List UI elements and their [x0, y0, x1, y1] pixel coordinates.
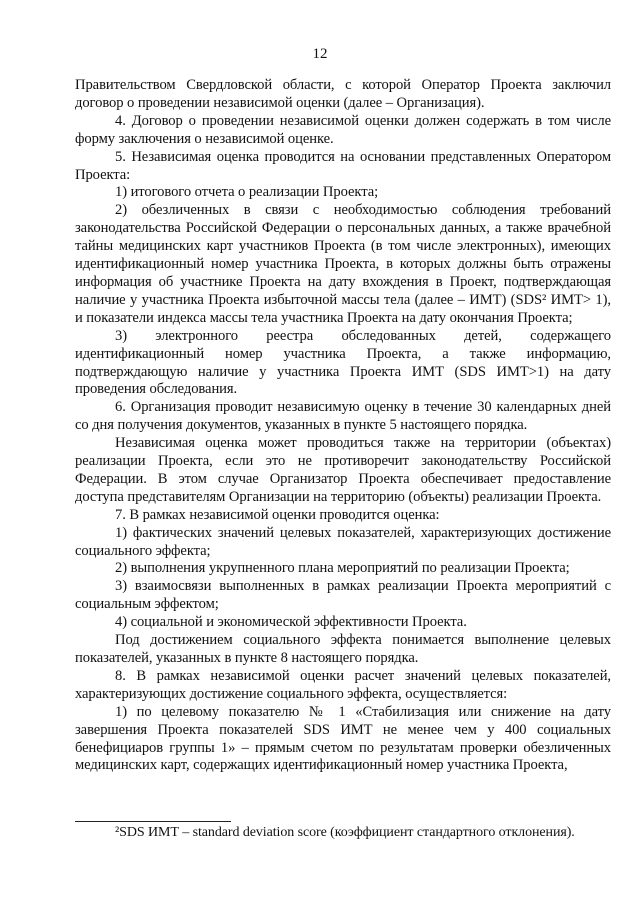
paragraph: 3) взаимосвязи выполненных в рамках реализации Проекта мероприятий с социальным эффектом; — [75, 578, 611, 613]
document-body — [75, 77, 611, 775]
paragraph: 7. В рамках независимой оценки проводится оценка: — [115, 506, 440, 523]
paragraph: 1) по целевому показателю № 1 «Стабилизация или снижение на дату завершения Проекта показателей SDS ИМТ не менее чем у 400 социальных бенефициаров группы 1» – прямым счетом по результатам проверки обезличенных медицинских карт, содержащих идентификационный номер участника Проекта, — [75, 703, 611, 774]
paragraph: 2) обезличенных в связи с необходимостью соблюдения требований законодательства Российской Федерации о персональных данных, а также врачебной тайны медицинских карт участников Проекта (в том числе электронных), имеющих идентификационный номер участника Проекта, в которых должны быть отражены информация об участнике Проекта на дату вхождения в Проект, подтверждающая наличие у участника Проекта избыточной массы тела (далее – ИМТ) (SDS² ИМТ> 1), и показатели индекса массы тела участника Проекта на дату окончания Проекта; — [75, 202, 611, 326]
paragraph: Под достижением социального эффекта понимается выполнение целевых показателей, указанных в пункте 8 настоящего порядка. — [75, 632, 611, 666]
paragraph: 4) социальной и экономической эффективности Проекта. — [115, 614, 467, 631]
paragraph: 3) электронного реестра обследованных детей, содержащего идентификационный номер участника Проекта, а также информацию, подтверждающую наличие у участника Проекта ИМТ (SDS ИМТ>1) на дату проведения обследования. — [75, 327, 611, 398]
paragraph: 8. В рамках независимой оценки расчет значений целевых показателей, характеризующих достижение социального эффекта, осуществляется: — [75, 667, 611, 702]
footnote: ²SDS ИМТ – standard deviation score (коэффициент стандартного отклонения). — [115, 825, 575, 840]
paragraph: 1) итогового отчета о реализации Проекта; — [115, 184, 379, 201]
paragraph: Правительством Свердловской области, с которой Оператор Проекта заключил договор о проведении независимой оценки (далее – Организация). — [75, 77, 611, 111]
page-number: 12 — [312, 46, 328, 62]
paragraph: 5. Независимая оценка проводится на основании представленных Оператором Проекта: — [75, 148, 611, 183]
paragraph: 1) фактических значений целевых показателей, характеризующих достижение социального эффекта; — [75, 524, 611, 559]
paragraph: 6. Организация проводит независимую оценку в течение 30 календарных дней со дня получения документов, указанных в пункте 5 настоящего порядка. — [75, 399, 611, 434]
paragraph: Независимая оценка может проводиться также на территории (объектах) реализации Проекта, если это не противоречит законодательству Российской Федерации. В этом случае Организатор Проекта обеспечивает предоставление доступа представителям Организации на территорию (объекты) реализации Проекта. — [75, 435, 611, 505]
paragraph: 4. Договор о проведении независимой оценки должен содержать в том числе форму заключения о независимой оценке. — [75, 112, 611, 147]
paragraph: 2) выполнения укрупненного плана мероприятий по реализации Проекта; — [115, 560, 570, 577]
footnote-divider — [75, 821, 231, 822]
